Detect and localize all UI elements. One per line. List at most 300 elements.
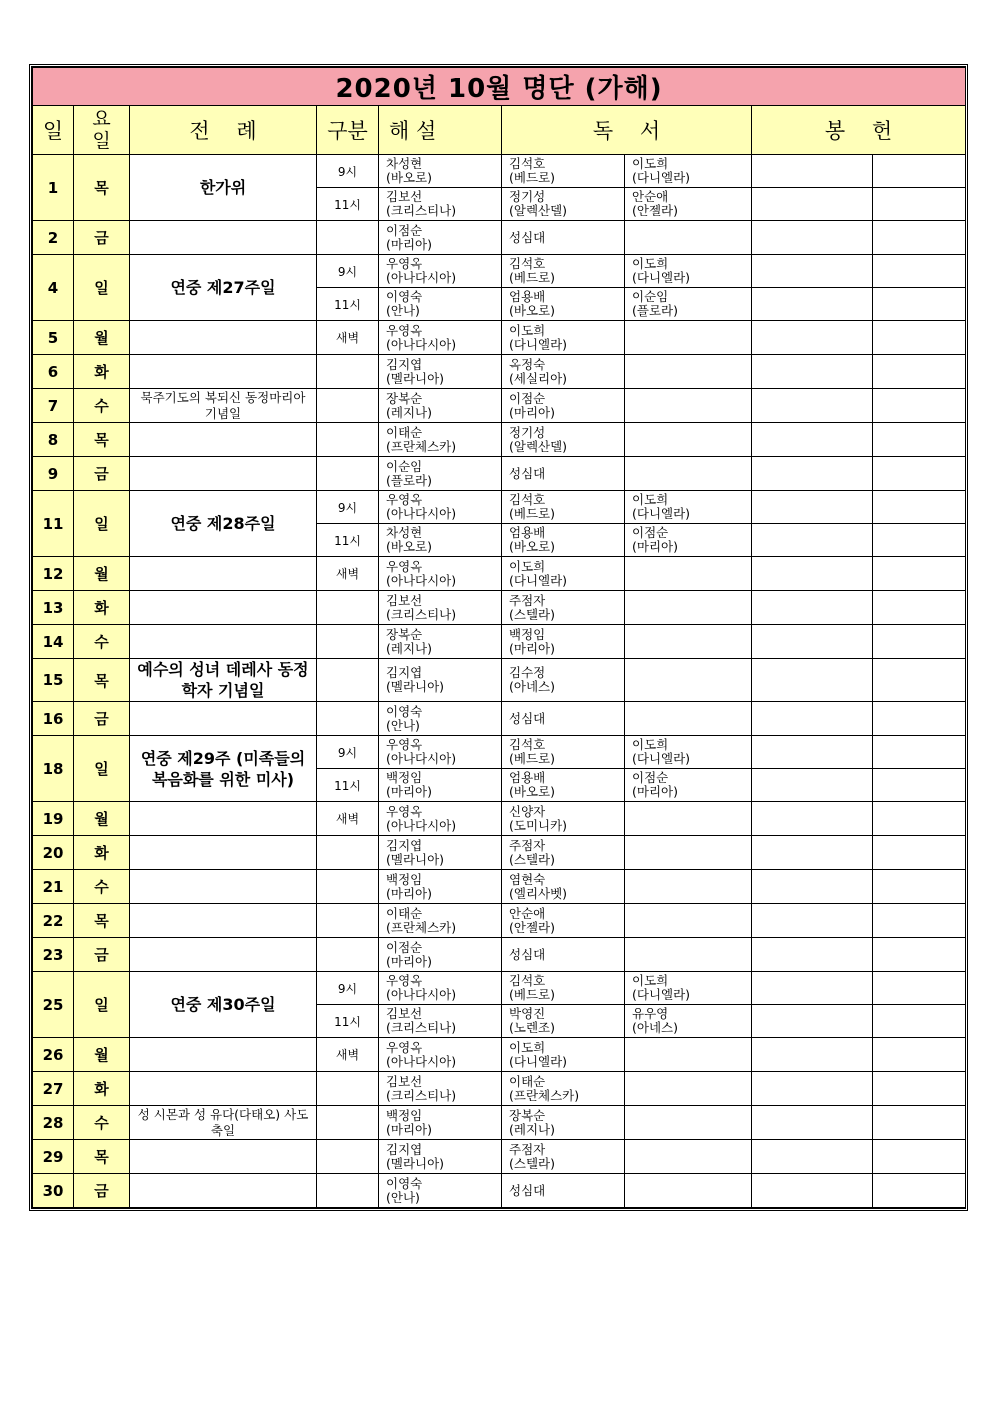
offering-cell-1 (752, 591, 873, 625)
person-name: 엄용배 (509, 289, 546, 304)
reader-cell-2 (625, 557, 752, 591)
session (317, 870, 379, 904)
day-number: 6 (33, 355, 74, 389)
commentary-cell (379, 557, 502, 591)
table-row (33, 255, 966, 288)
offering-cell-2 (873, 1038, 966, 1072)
baptismal-name: (스텔라) (509, 1155, 555, 1171)
weekday: 목 (74, 423, 130, 457)
person-name: 김보선 (386, 592, 423, 608)
offering-cell-2 (873, 736, 966, 769)
offering-cell-1 (752, 188, 873, 221)
header-day: 일 (33, 106, 74, 155)
day-number: 1 (33, 155, 74, 221)
offering-cell-1 (752, 255, 873, 288)
baptismal-name: (베드로) (509, 270, 555, 285)
baptismal-name: (다니엘라) (509, 336, 568, 352)
reader-cell-2 (625, 255, 752, 288)
baptismal-name: (레지나) (386, 640, 432, 656)
weekday: 월 (74, 321, 130, 355)
person-name: 장복순 (509, 1107, 546, 1123)
liturgy (130, 591, 317, 625)
commentary-cell (379, 591, 502, 625)
offering-cell-2 (873, 288, 966, 321)
baptismal-name: (아나다시아) (386, 506, 457, 521)
session: 9시 (317, 972, 379, 1005)
reader-cell-1 (502, 1072, 625, 1106)
baptismal-name: (다니엘라) (632, 170, 691, 185)
roster-table (32, 67, 966, 1208)
liturgy: 연중 제28주일 (130, 491, 317, 557)
offering-cell-2 (873, 557, 966, 591)
liturgy (130, 1140, 317, 1174)
person-name: 이도희 (509, 558, 546, 574)
day-number: 19 (33, 802, 74, 836)
offering-cell-2 (873, 457, 966, 491)
reader-cell-2 (625, 1174, 752, 1208)
day-number: 15 (33, 659, 74, 702)
session (317, 355, 379, 389)
commentary-cell (379, 938, 502, 972)
day-number: 28 (33, 1106, 74, 1140)
offering-cell-1 (752, 702, 873, 736)
liturgy (130, 870, 317, 904)
offering-cell-1 (752, 457, 873, 491)
liturgy (130, 1038, 317, 1072)
weekday: 화 (74, 591, 130, 625)
baptismal-name: (베드로) (509, 987, 555, 1002)
offering-cell-1 (752, 155, 873, 188)
weekday: 수 (74, 389, 130, 423)
baptismal-name: (멜라니아) (386, 679, 445, 694)
reader-cell-1 (502, 904, 625, 938)
weekday: 목 (74, 904, 130, 938)
baptismal-name: (노렌조) (509, 1020, 555, 1035)
offering-cell-1 (752, 221, 873, 255)
person-name: 김수정 (509, 665, 546, 680)
day-number: 30 (33, 1174, 74, 1208)
offering-cell-2 (873, 1072, 966, 1106)
session: 9시 (317, 255, 379, 288)
table-row (33, 802, 966, 836)
reader-cell-2 (625, 491, 752, 524)
offering-cell-1 (752, 904, 873, 938)
reader-cell-2 (625, 423, 752, 457)
weekday: 월 (74, 802, 130, 836)
liturgy (130, 221, 317, 255)
table-row (33, 423, 966, 457)
weekday: 목 (74, 1140, 130, 1174)
reader-cell-2 (625, 736, 752, 769)
offering-cell-2 (873, 1174, 966, 1208)
session (317, 1174, 379, 1208)
baptismal-name: (안나) (386, 1189, 420, 1205)
commentary-cell (379, 423, 502, 457)
roster-sheet (29, 64, 968, 1211)
person-name: 옥정숙 (509, 356, 546, 372)
person-name: 유우영 (632, 1006, 669, 1021)
session (317, 1106, 379, 1140)
day-number: 12 (33, 557, 74, 591)
baptismal-name: (베드로) (509, 751, 555, 766)
commentary-cell (379, 659, 502, 702)
offering-cell-2 (873, 491, 966, 524)
offering-cell-2 (873, 702, 966, 736)
commentary-cell (379, 972, 502, 1005)
table-row (33, 625, 966, 659)
person-name: 김지엽 (386, 1141, 423, 1157)
baptismal-name: (레지나) (509, 1121, 555, 1137)
commentary-cell (379, 702, 502, 736)
baptismal-name: (레지나) (386, 404, 432, 420)
offering-cell-2 (873, 321, 966, 355)
baptismal-name: (안나) (386, 717, 420, 733)
person-name: 김지엽 (386, 665, 423, 680)
reader-cell-1 (502, 802, 625, 836)
reader-cell-1 (502, 591, 625, 625)
reader-cell-1 (502, 288, 625, 321)
weekday: 수 (74, 625, 130, 659)
day-number: 18 (33, 736, 74, 802)
baptismal-name: (플로라) (386, 472, 432, 488)
commentary-cell (379, 1174, 502, 1208)
commentary-cell (379, 155, 502, 188)
person-name: 주점자 (509, 837, 546, 853)
session (317, 659, 379, 702)
table-row (33, 904, 966, 938)
person-name: 이점순 (386, 939, 423, 955)
reader-cell-2 (625, 389, 752, 423)
offering-cell-2 (873, 423, 966, 457)
baptismal-name: (다니엘라) (632, 987, 691, 1002)
reader-cell-2 (625, 802, 752, 836)
session (317, 1140, 379, 1174)
weekday: 목 (74, 155, 130, 221)
person-name: 이도희 (632, 256, 669, 271)
table-row (33, 736, 966, 769)
offering-cell-2 (873, 659, 966, 702)
header-session: 구분 (317, 106, 379, 155)
reader-cell-1 (502, 389, 625, 423)
liturgy (130, 355, 317, 389)
commentary-cell (379, 870, 502, 904)
person-name: 이태순 (386, 424, 423, 440)
baptismal-name: (프란체스카) (386, 919, 457, 935)
person-name: 주점자 (509, 592, 546, 608)
session: 9시 (317, 736, 379, 769)
liturgy (130, 423, 317, 457)
reader-cell-2 (625, 625, 752, 659)
reader-cell-1 (502, 736, 625, 769)
offering-cell-1 (752, 1072, 873, 1106)
person-name: 우영옥 (386, 558, 423, 574)
person-name: 우영옥 (386, 973, 423, 988)
commentary-cell (379, 221, 502, 255)
person-name: 엄용배 (509, 770, 546, 785)
weekday: 일 (74, 972, 130, 1038)
session (317, 938, 379, 972)
commentary-cell (379, 1140, 502, 1174)
liturgy (130, 625, 317, 659)
person-name: 이도희 (509, 1039, 546, 1055)
person-name: 우영옥 (386, 256, 423, 271)
table-row (33, 1106, 966, 1140)
offering-cell-1 (752, 1005, 873, 1038)
day-number: 26 (33, 1038, 74, 1072)
baptismal-name: (마리아) (509, 404, 555, 420)
baptismal-name: (크리스티나) (386, 1087, 457, 1103)
weekday: 금 (74, 457, 130, 491)
offering-cell-1 (752, 870, 873, 904)
session (317, 221, 379, 255)
offering-cell-1 (752, 836, 873, 870)
reader-cell-1 (502, 972, 625, 1005)
offering-cell-2 (873, 870, 966, 904)
reader-cell-1 (502, 836, 625, 870)
baptismal-name: (마리아) (386, 1121, 432, 1137)
weekday: 일 (74, 736, 130, 802)
offering-cell-2 (873, 1106, 966, 1140)
person-name: 김석호 (509, 737, 546, 752)
reader-cell-1 (502, 255, 625, 288)
baptismal-name: (엘리사벳) (509, 885, 568, 901)
person-name: 우영옥 (386, 322, 423, 338)
baptismal-name: (마리아) (386, 953, 432, 969)
baptismal-name: (아나다시아) (386, 336, 457, 352)
liturgy (130, 1072, 317, 1106)
baptismal-name: (아나다시아) (386, 572, 457, 588)
reader-cell-1 (502, 625, 625, 659)
baptismal-name: (멜라니아) (386, 1155, 445, 1171)
baptismal-name: (스텔라) (509, 851, 555, 867)
day-number: 2 (33, 221, 74, 255)
offering-cell-1 (752, 1174, 873, 1208)
person-name: 이점순 (632, 525, 669, 540)
person-name: 백정임 (386, 871, 423, 887)
liturgy: 예수의 성녀 데레사 동정 학자 기념일 (130, 659, 317, 702)
offering-cell-1 (752, 659, 873, 702)
offering-cell-1 (752, 769, 873, 802)
offering-cell-2 (873, 255, 966, 288)
person-name: 이점순 (509, 390, 546, 406)
day-number: 4 (33, 255, 74, 321)
session: 9시 (317, 155, 379, 188)
day-number: 22 (33, 904, 74, 938)
session: 새벽 (317, 802, 379, 836)
person-name: 김보선 (386, 189, 423, 204)
baptismal-name: (바오로) (509, 784, 555, 799)
offering-cell-1 (752, 1038, 873, 1072)
person-name: 이도희 (632, 973, 669, 988)
reader-cell-1 (502, 659, 625, 702)
baptismal-name: (바오로) (386, 539, 432, 554)
day-number: 9 (33, 457, 74, 491)
offering-cell-2 (873, 524, 966, 557)
day-number: 11 (33, 491, 74, 557)
person-name: 이도희 (632, 492, 669, 507)
liturgy (130, 457, 317, 491)
commentary-cell (379, 188, 502, 221)
reader-cell-2 (625, 1140, 752, 1174)
session (317, 1072, 379, 1106)
commentary-cell (379, 288, 502, 321)
table-row (33, 355, 966, 389)
page-title: 2020년 10월 명단 (가해) (33, 68, 966, 106)
session: 새벽 (317, 557, 379, 591)
baptismal-name: (바오로) (509, 539, 555, 554)
weekday: 금 (74, 702, 130, 736)
commentary-cell (379, 457, 502, 491)
day-number: 5 (33, 321, 74, 355)
table-row (33, 591, 966, 625)
reader-cell-1 (502, 557, 625, 591)
baptismal-name: (멜라니아) (386, 370, 445, 386)
commentary-cell (379, 321, 502, 355)
weekday: 수 (74, 1106, 130, 1140)
person-name: 장복순 (386, 626, 423, 642)
person-name: 주점자 (509, 1141, 546, 1157)
day-number: 16 (33, 702, 74, 736)
session (317, 423, 379, 457)
baptismal-name: (바오로) (509, 303, 555, 318)
baptismal-name: (다니엘라) (632, 270, 691, 285)
weekday: 일 (74, 255, 130, 321)
commentary-cell (379, 1072, 502, 1106)
person-name: 안순애 (632, 189, 669, 204)
offering-cell-1 (752, 355, 873, 389)
offering-cell-1 (752, 802, 873, 836)
offering-cell-2 (873, 904, 966, 938)
baptismal-name: (다니엘라) (509, 1053, 568, 1069)
baptismal-name: (마리아) (386, 236, 432, 252)
offering-cell-1 (752, 1140, 873, 1174)
offering-cell-1 (752, 972, 873, 1005)
person-name: 이점순 (386, 222, 423, 238)
session: 11시 (317, 524, 379, 557)
offering-cell-2 (873, 389, 966, 423)
header-commentary: 해 설 (379, 106, 502, 155)
person-name: 김보선 (386, 1006, 423, 1021)
person-name: 김석호 (509, 492, 546, 507)
offering-cell-2 (873, 188, 966, 221)
reader-cell-1 (502, 769, 625, 802)
offering-cell-1 (752, 389, 873, 423)
offering-cell-2 (873, 1005, 966, 1038)
day-number: 14 (33, 625, 74, 659)
person-name: 이도희 (509, 322, 546, 338)
table-row (33, 155, 966, 188)
person-name: 김보선 (386, 1073, 423, 1089)
commentary-cell (379, 491, 502, 524)
commentary-cell (379, 802, 502, 836)
commentary-cell (379, 355, 502, 389)
header-offering: 봉 헌 (752, 106, 966, 155)
reader-cell-2 (625, 288, 752, 321)
person-name: 백정임 (386, 1107, 423, 1123)
weekday: 금 (74, 1174, 130, 1208)
session: 9시 (317, 491, 379, 524)
commentary-cell (379, 1106, 502, 1140)
commentary-cell (379, 1038, 502, 1072)
baptismal-name: (스텔라) (509, 606, 555, 622)
person-name: 안순애 (509, 905, 546, 921)
session: 11시 (317, 188, 379, 221)
person-name: 이영숙 (386, 1175, 423, 1191)
offering-cell-2 (873, 221, 966, 255)
commentary-cell (379, 836, 502, 870)
person-name: 신양자 (509, 803, 546, 819)
person-name: 김석호 (509, 973, 546, 988)
offering-cell-2 (873, 625, 966, 659)
table-row (33, 938, 966, 972)
reader-cell-2 (625, 1072, 752, 1106)
baptismal-name: (아나다시아) (386, 270, 457, 285)
offering-cell-1 (752, 557, 873, 591)
person-name: 이태순 (386, 905, 423, 921)
session (317, 836, 379, 870)
person-name: 이점순 (632, 770, 669, 785)
person-name: 백정임 (386, 770, 423, 785)
baptismal-name: (바오로) (386, 170, 432, 185)
person-name: 이도희 (632, 156, 669, 171)
person-name: 엄용배 (509, 525, 546, 540)
commentary-cell (379, 524, 502, 557)
session (317, 457, 379, 491)
table-row (33, 1038, 966, 1072)
liturgy (130, 557, 317, 591)
table-row (33, 972, 966, 1005)
reader-cell-2 (625, 938, 752, 972)
person-name: 이영숙 (386, 703, 423, 719)
baptismal-name: (마리아) (632, 784, 678, 799)
reader-cell-1 (502, 155, 625, 188)
table-row (33, 221, 966, 255)
weekday: 월 (74, 557, 130, 591)
reader-cell-2 (625, 155, 752, 188)
person-name: 이영숙 (386, 289, 423, 304)
offering-cell-1 (752, 625, 873, 659)
reader-cell-1 (502, 1174, 625, 1208)
reader-cell-2 (625, 321, 752, 355)
baptismal-name: (아나다시아) (386, 1053, 457, 1069)
reader-cell-1 (502, 188, 625, 221)
baptismal-name: (프란체스카) (509, 1087, 580, 1103)
header-reading: 독 서 (502, 106, 752, 155)
baptismal-name: (아네스) (632, 1020, 678, 1035)
baptismal-name: (멜라니아) (386, 851, 445, 867)
liturgy (130, 802, 317, 836)
header-weekday-text: 요일 (92, 108, 111, 152)
session (317, 625, 379, 659)
table-row (33, 389, 966, 423)
person-name: 박영진 (509, 1006, 546, 1021)
person-name: 김지엽 (386, 837, 423, 853)
weekday: 화 (74, 1072, 130, 1106)
baptismal-name: (다니엘라) (509, 572, 568, 588)
offering-cell-1 (752, 321, 873, 355)
person-name: 우영옥 (386, 1039, 423, 1055)
baptismal-name: (마리아) (509, 640, 555, 656)
person-name: 김석호 (509, 256, 546, 271)
commentary-cell (379, 625, 502, 659)
reader-cell-1 (502, 524, 625, 557)
session: 11시 (317, 769, 379, 802)
offering-cell-2 (873, 836, 966, 870)
reader-cell-2 (625, 870, 752, 904)
person-name: 이순임 (632, 289, 669, 304)
offering-cell-1 (752, 288, 873, 321)
liturgy: 묵주기도의 복되신 동정마리아 기념일 (130, 389, 317, 423)
